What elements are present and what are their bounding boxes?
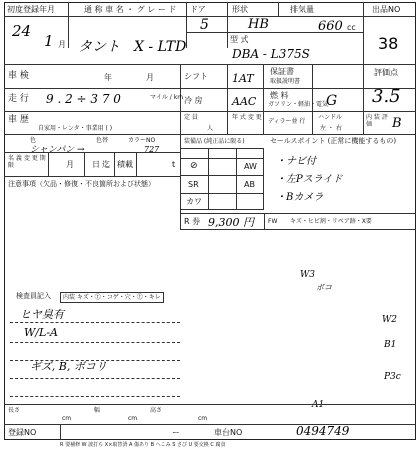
- lot-number-label: 出品NO: [372, 5, 401, 14]
- handle-label: ハンドル: [318, 114, 343, 121]
- month-value: 1: [44, 32, 54, 50]
- width-label: 幅: [94, 407, 101, 414]
- fuel-label: 燃 料: [270, 91, 289, 100]
- warranty-sub: 取扱説明書: [270, 78, 301, 85]
- reg-no-dash: ー: [172, 428, 180, 437]
- model-label: 型 式: [230, 35, 249, 44]
- chassis-label: 車台NO: [214, 428, 243, 437]
- equipment-leather-item: カワ: [186, 197, 202, 206]
- inspector-note: W/L-A: [24, 326, 58, 339]
- ac-label: 冷 房: [184, 96, 203, 105]
- shaken-label: 車 検: [8, 71, 29, 81]
- height-label: 高さ: [150, 407, 163, 414]
- model-value: DBA - L375S: [232, 47, 310, 61]
- damage-mark-p3c: P3c: [384, 372, 401, 382]
- equipment-ab-item: AB: [244, 180, 255, 189]
- name-change-label: 名 義 変 更 期 限: [8, 155, 46, 169]
- capacity-unit: 人: [207, 125, 214, 132]
- first-reg-label: 初度登録年月: [7, 5, 55, 14]
- color-code-value: 727: [144, 145, 160, 154]
- displacement-label: 排気量: [290, 5, 314, 14]
- rating-label: 評価点: [374, 68, 398, 77]
- month-unit: 月: [58, 40, 66, 49]
- interior-label: 内 装 評 価: [366, 114, 388, 128]
- loaded-label: 積載: [117, 160, 133, 169]
- length-label: 長さ: [8, 407, 21, 414]
- sales-points-title: セールスポイント (正常に機能するもの): [270, 137, 397, 145]
- shaken-month-unit: 月: [146, 73, 154, 82]
- mileage-value: 9 . 2 ÷ 3 7 0: [46, 92, 121, 106]
- height-unit: cm: [198, 415, 208, 422]
- name-change-month: 月: [66, 160, 74, 169]
- color-code-label: カラーNO: [128, 137, 156, 144]
- handle-value: 左 ・ 右: [320, 125, 342, 132]
- equipment-aw-item: AW: [244, 162, 257, 171]
- dealer-label: ディラー並 行: [268, 118, 306, 125]
- width-unit: cm: [128, 415, 138, 422]
- sales-point-item: ・ナビ付: [276, 156, 316, 167]
- chassis-value: 0494749: [296, 424, 350, 438]
- ac-value: AAC: [232, 95, 257, 108]
- r-ticket-value: 9,300 円: [208, 216, 254, 229]
- shaken-year-unit: 年: [104, 73, 112, 82]
- car-name-value: タント X - LTD: [78, 39, 187, 55]
- capacity-label: 定 員: [184, 114, 198, 121]
- year-value: 24: [12, 22, 32, 40]
- name-grade-label: 通 称 車 名 ・ グ レ ー ド: [84, 5, 177, 14]
- damage-mark-w2: W2: [382, 315, 397, 325]
- warranty-label: 保証書: [270, 67, 294, 76]
- damage-mark-boko: ボコ: [316, 283, 332, 292]
- lot-number-value: 38: [378, 34, 399, 53]
- damage-mark-a1: A1: [312, 400, 325, 410]
- fuel-value: G: [326, 93, 338, 109]
- length-unit: cm: [62, 415, 72, 422]
- shift-value: 1AT: [232, 72, 254, 85]
- fw-label: FW: [268, 218, 278, 225]
- sales-point-item: ・左Pスライド: [276, 174, 343, 185]
- displacement-value: 660: [318, 19, 343, 34]
- color-change-label: 色替: [96, 137, 109, 144]
- ton-unit: t: [172, 160, 176, 169]
- shape-value: HB: [248, 17, 269, 32]
- shape-label: 形状: [232, 5, 248, 14]
- name-change-until: 迄: [102, 160, 110, 169]
- cc-unit: cc: [347, 23, 356, 32]
- shift-label: シフト: [184, 72, 208, 81]
- damage-code-legend: R 要補修 W 波打ち X×取替済 A 傷あり B へこみ S さび U 要交換 C 腐食: [60, 442, 226, 448]
- reg-no-label: 登録NO: [8, 428, 37, 437]
- r-ticket-label: R 券: [184, 217, 201, 226]
- damage-mark-w3: W3: [300, 270, 315, 280]
- inspector-title: 検査員記入: [16, 292, 51, 300]
- door-value: 5: [200, 17, 209, 33]
- rating-value: 3.5: [372, 86, 401, 107]
- mileage-label: 走 行: [8, 94, 29, 104]
- sales-point-item: ・Bカメラ: [276, 192, 324, 203]
- notes-label: 注意事項（欠品・修復・不良箇所および状態）: [8, 180, 155, 188]
- mileage-unit: マイル / km: [150, 94, 184, 101]
- inspector-note: ヒヤ臭有: [20, 308, 64, 321]
- door-label: ドア: [190, 5, 206, 14]
- history-label: 車 歴: [8, 115, 29, 125]
- equipment-title: 装備品 (純正品に限る): [184, 138, 245, 145]
- name-change-day: 日: [92, 160, 100, 169]
- inspector-note: ギズ, B, ボコリ: [30, 360, 107, 373]
- equipment-sr-item: SR: [188, 180, 199, 189]
- fw-note: キズ・ヒビ割・リペア跡・X要: [290, 218, 372, 225]
- equipment-nav-item: ⊘: [190, 161, 198, 171]
- fuel-sub: ガソリン・軽油・電気: [268, 101, 329, 108]
- year-change-label: 年 式 変 更: [232, 114, 262, 121]
- color-value: シャンパン →: [30, 145, 85, 155]
- history-sub: 自家用・レンタ・事業用 ( ): [38, 125, 113, 132]
- damage-mark-b1: B1: [384, 340, 397, 350]
- interior-value: B: [392, 116, 402, 131]
- inspector-legend: 内装 キズ・㊏・コゲ・穴・㊏・キレ: [60, 292, 164, 303]
- color-label: 色: [30, 137, 37, 144]
